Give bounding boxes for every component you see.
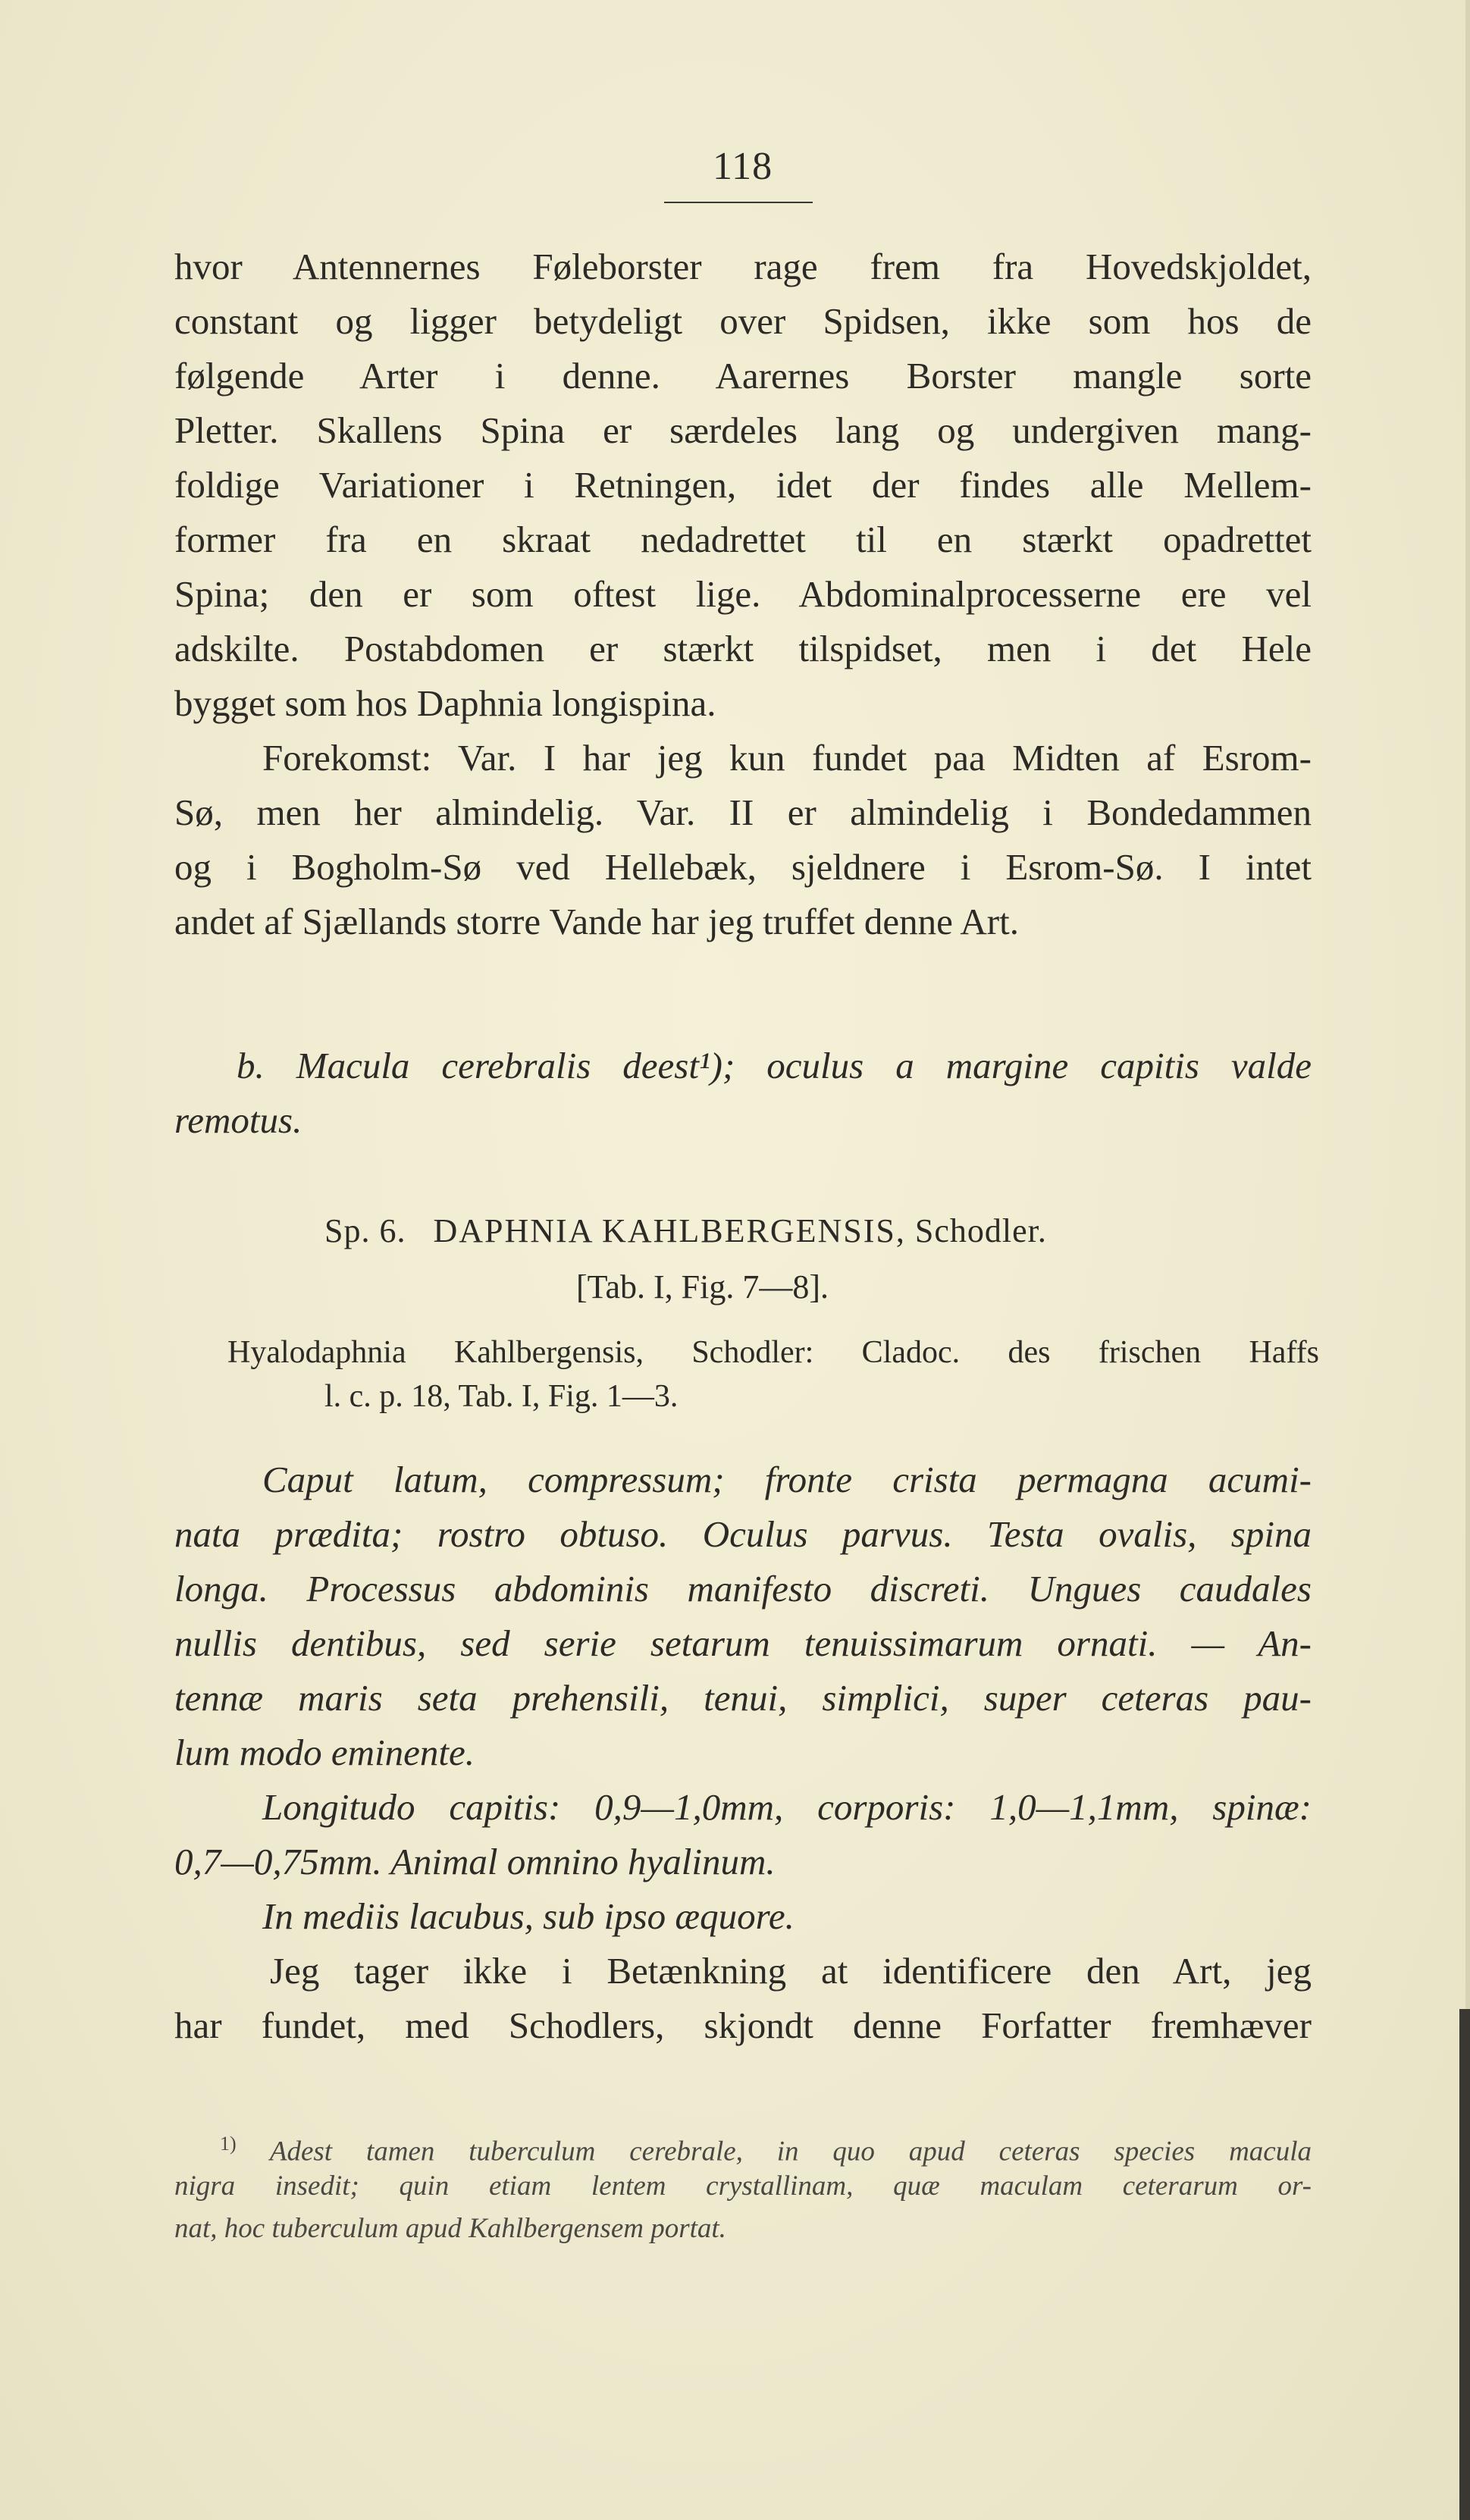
species-number: Sp. 6. xyxy=(324,1212,406,1249)
text-line: Jeg tager ikke i Betænkning at identificere den Art, jeg xyxy=(270,1950,1312,1992)
measurements xyxy=(174,1780,1312,1944)
book-spine-shadow xyxy=(1459,2009,1470,2520)
text-line: Longitudo capitis: 0,9—1,0mm, corporis: 1,0—1,1mm, spinæ: xyxy=(262,1786,1312,1828)
species-author: Schodler. xyxy=(914,1212,1047,1249)
text-line: former fra en skraat nedadrettet til en stærkt opadrettet xyxy=(174,519,1312,560)
text-line: nullis dentibus, sed serie setarum tenuissimarum ornati. — An- xyxy=(174,1622,1312,1664)
page-number: 118 xyxy=(713,145,773,188)
footnote-mark: 1) xyxy=(220,2133,237,2155)
text-line: hvor Antennernes Føleborster rage frem fra Hovedskjoldet, xyxy=(174,246,1312,287)
footnote-line: nat, hoc tuberculum apud Kahlbergensem portat. xyxy=(174,2213,726,2244)
text-line: constant og ligger betydeligt over Spidsen, ikke som hos de xyxy=(174,300,1312,342)
text-line: Pletter. Skallens Spina er særdeles lang og undergiven mang- xyxy=(174,409,1312,451)
text-line: b. Macula cerebralis deest¹); oculus a margine capitis valde xyxy=(237,1045,1312,1086)
text-line: Caput latum, compressum; fronte crista permagna acumi- xyxy=(262,1459,1312,1500)
species-name: DAPHNIA KAHLBERGENSIS, xyxy=(433,1212,906,1249)
synonym-line: l. c. p. 18, Tab. I, Fig. 1—3. xyxy=(324,1379,679,1414)
footnote-line xyxy=(174,2123,1312,2165)
page-edge xyxy=(1465,0,1470,2009)
paragraph-identification xyxy=(174,1944,1312,2053)
text-line: longa. Processus abdominis manifesto discreti. Ungues caudales xyxy=(174,1568,1312,1609)
text-line: nata prædita; rostro obtuso. Oculus parvus. Testa ovalis, spina xyxy=(174,1513,1312,1555)
text-line: 0,7—0,75mm. Animal omnino hyalinum. xyxy=(174,1841,776,1882)
section-b xyxy=(174,1039,1312,1148)
text-line: adskilte. Postabdomen er stærkt tilspidset, men i det Hele xyxy=(174,628,1312,669)
text-line: Spina; den er som oftest lige. Abdominalprocesserne ere vel xyxy=(174,573,1312,615)
habitat-line: In mediis lacubus, sub ipso æquore. xyxy=(262,1895,795,1937)
text-line: følgende Arter i denne. Aarernes Borster mangle sorte xyxy=(174,355,1312,396)
text-line: bygget som hos Daphnia longispina. xyxy=(174,682,716,724)
latin-description xyxy=(174,1453,1312,1780)
text-line: andet af Sjællands storre Vande har jeg truffet denne Art. xyxy=(174,901,1019,942)
footnote xyxy=(174,2123,1312,2250)
text-line: lum modo eminente. xyxy=(174,1732,475,1773)
text-line: Forekomst: Var. I har jeg kun fundet paa Midten af Esrom- xyxy=(262,737,1312,779)
text-line: Sø, men her almindelig. Var. II er almindelig i Bondedammen xyxy=(174,791,1312,833)
paragraph-occurrence xyxy=(174,731,1312,949)
text-line: foldige Variationer i Retningen, idet der findes alle Mellem- xyxy=(174,464,1312,506)
text-line: har fundet, med Schodlers, skjondt denne Forfatter fremhæver xyxy=(174,2004,1312,2046)
page-number-rule xyxy=(664,202,813,203)
footnote-line: nigra insedit; quin etiam lentem crystallinam, quæ maculam ceterarum or- xyxy=(174,2171,1312,2202)
text-line: tennæ maris seta prehensili, tenui, simplici, super ceteras pau- xyxy=(174,1677,1312,1719)
footnote-text: Adest tamen tuberculum cerebrale, in quo apud ceteras species macula xyxy=(269,2136,1312,2167)
paragraph-description xyxy=(174,240,1312,731)
text-line: remotus. xyxy=(174,1099,302,1141)
synonym-line: Hyalodaphnia Kahlbergensis, Schodler: Cladoc. des frischen Haffs xyxy=(227,1335,1319,1370)
plate-reference: [Tab. I, Fig. 7—8]. xyxy=(576,1268,829,1305)
text-line: og i Bogholm-Sø ved Hellebæk, sjeldnere i Esrom-Sø. I intet xyxy=(174,846,1312,888)
species-heading xyxy=(324,1211,1047,1250)
